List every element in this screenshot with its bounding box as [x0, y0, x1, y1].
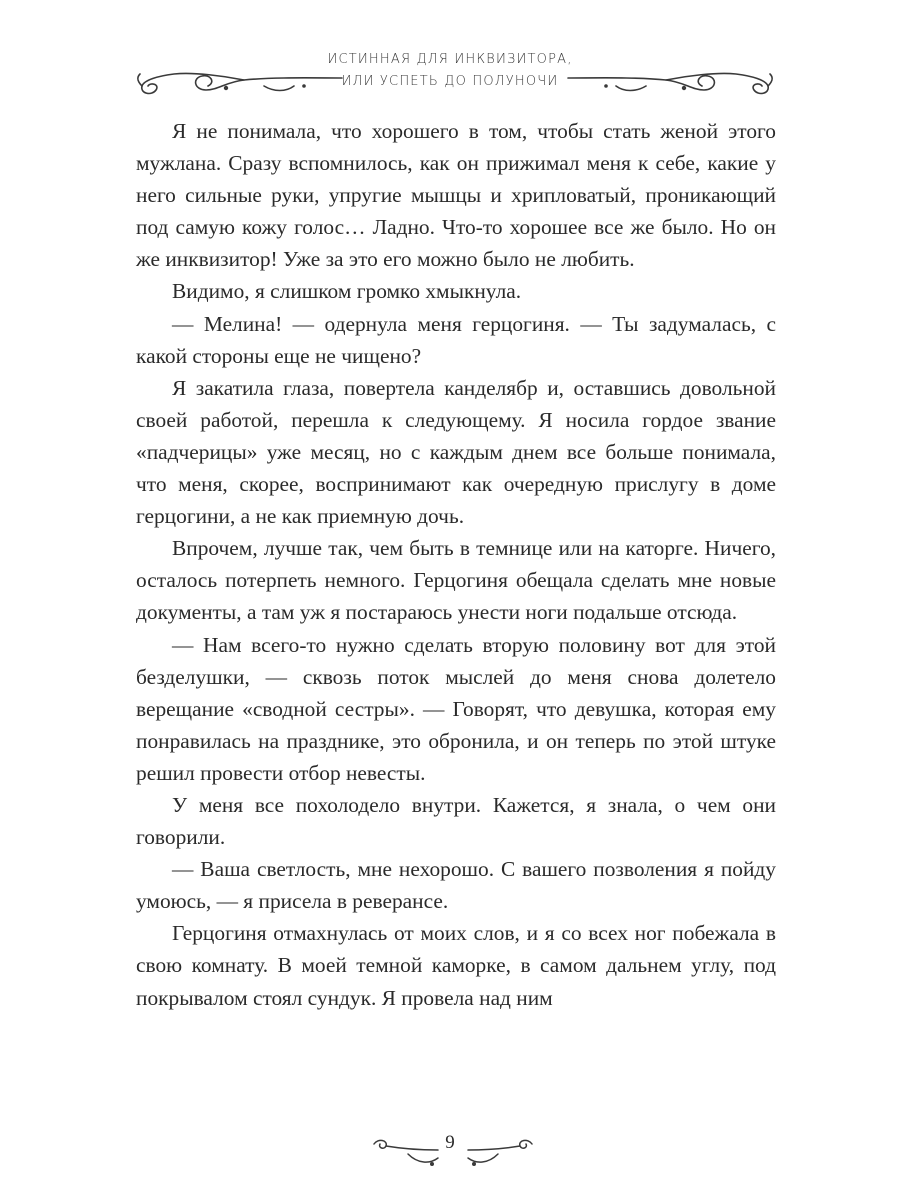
header-title-line1: ИСТИННАЯ ДЛЯ ИНКВИЗИТОРА, [327, 52, 573, 67]
paragraph: — Ваша светлость, мне нехорошо. С вашего позволения я пойду умоюсь, — я присела в реверансе. [136, 857, 776, 914]
paragraph: Я закатила глаза, повертела канделябр и, оставшись довольной своей работой, перешла к следующему. Я носила гордое звание «падчерицы» уже месяц, но с каждым днем все больше понимала, что меня, скорее, воспринимают как очередную прислугу в доме герцогини, а не как приемную дочь. [136, 375, 776, 529]
header-title-line2: ИЛИ УСПЕТЬ ДО ПОЛУНОЧИ [341, 74, 559, 89]
paragraph: Впрочем, лучше так, чем быть в темнице или на каторге. Ничего, осталось потерпеть немного. Герцогиня обещала сделать мне новые документы, а там уж я постараюсь унести ноги подальше отсюда. [136, 536, 776, 625]
body-text [136, 115, 776, 1014]
paragraph: Герцогиня отмахнулась от моих слов, и я со всех ног побежала в свою комнату. В моей темной каморке, в самом дальнем углу, под покрывалом стоял сундук. Я провела над ним [136, 921, 776, 1010]
running-header [0, 44, 900, 114]
paragraph: У меня все похолодело внутри. Кажется, я знала, о чем они говорили. [136, 792, 776, 850]
page-footer [0, 1128, 900, 1178]
paragraph: — Нам всего-то нужно сделать вторую половину вот для этой безделушки, — сквозь поток мыслей до меня снова долетело верещание «сводной сестры». — Говорят, что девушка, которая ему понравилась на празднике, это обронила, и он теперь по этой штуке решил провести отбор невесты. [136, 632, 776, 785]
page-number: 9 [445, 1132, 455, 1153]
paragraph: Видимо, я слишком громко хмыкнула. [172, 279, 522, 304]
paragraph: — Мелина! — одернула меня герцогиня. — Ты задумалась, с какой стороны еще не чищено? [136, 311, 776, 368]
paragraph: Я не понимала, что хорошего в том, чтобы стать женой этого мужлана. Сразу вспомнилось, как он прижимал меня к себе, какие у него сильные руки, упругие мышцы и хрипловатый, проникающий под самую кожу голос… Ладно. Что-то хорошее все же было. Но он же инквизитор! Уже за это его можно было не любить. [136, 119, 776, 272]
